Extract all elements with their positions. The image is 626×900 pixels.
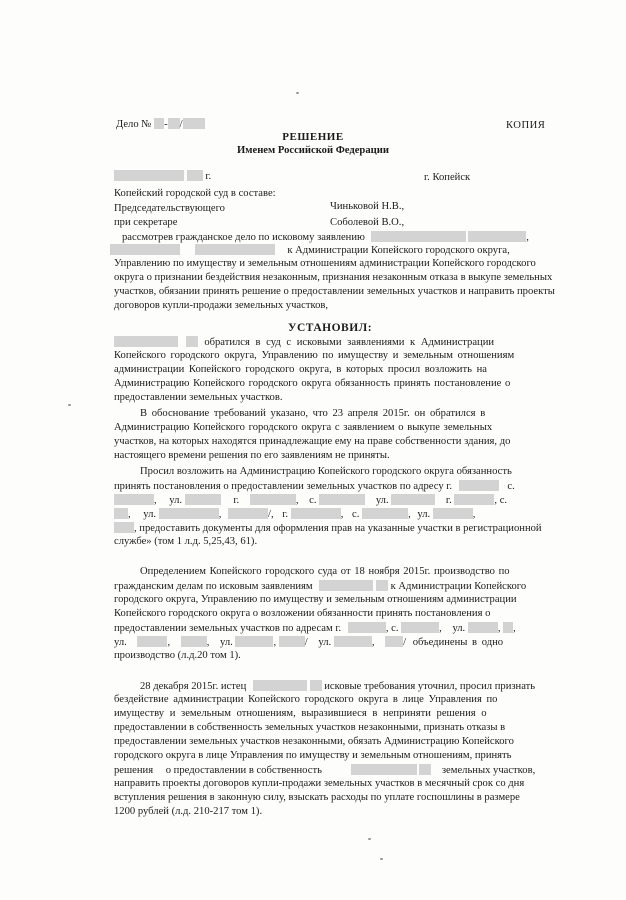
p2-line: Администрацию Копейского городского округа с заявлением о выкупе земельных [114, 422, 493, 433]
p1-line: администрации Копейского городского округа, в которых просил возложить на [114, 364, 487, 375]
p1-line: Копейского городского округа, Управлению по имуществу и земельным отношениям [114, 350, 515, 361]
redaction [401, 622, 439, 633]
scan-speck [296, 92, 299, 94]
p4-line: Определением Копейского городского суда от 18 ноября 2015г. производство по [140, 566, 510, 577]
intro-line: к Администрации Копейского городского округа, [110, 244, 510, 256]
intro-line: договоров купли-продажи земельных участков, [114, 300, 329, 311]
redaction [348, 622, 386, 633]
redaction [114, 336, 178, 347]
intro-line: округа о признании бездействия незаконным, признания незаконным отказа в выкупе земельных [114, 272, 553, 283]
case-considered: рассмотрев гражданское дело по исковому заявлению , [122, 232, 529, 243]
redaction [334, 636, 372, 647]
redaction [376, 580, 388, 591]
scan-speck [368, 838, 371, 840]
p5-line: предоставлении земельных участков незаконными, обязать Администрацию Копейского [114, 736, 514, 747]
redaction [279, 636, 305, 647]
p5-line: решения о предоставлении в собственность земельных участков, [114, 765, 536, 776]
secretary-name: Соболевой В.О., [330, 217, 405, 228]
redaction [235, 636, 273, 647]
p3-line: , ул. , /, г. , с. , ул. , [114, 508, 475, 520]
redaction [114, 494, 154, 505]
redaction [186, 336, 198, 347]
chair-name: Чиньковой Н.В., [330, 201, 405, 212]
p1-line: обратился в суд с исковыми заявлениями к Администрации [114, 336, 494, 348]
established-heading: УСТАНОВИЛ: [288, 322, 373, 334]
p4-line: предоставлении земельных участков по адресам г. , с. , ул. , , [114, 623, 516, 634]
decision-city: г. Копейск [424, 172, 471, 183]
p4-line: Копейского городского округа о возложении обязанности принять постановления о [114, 608, 491, 619]
p4-line: гражданским делам по исковым заявлениям к Администрации Копейского [114, 581, 527, 592]
p4-line: производство (л.д.20 том 1). [114, 650, 241, 661]
redaction [503, 622, 513, 633]
redaction [454, 494, 494, 505]
p1-line: предоставлении земельных участков. [114, 392, 283, 403]
p3-line: , предоставить документы для оформления прав на указанные участки в регистрационной [114, 522, 542, 534]
p2-line: настоящего времени решения по его заявлениям не приняты. [114, 450, 390, 461]
intro-line: участков, обязании принять решение о предоставлении земельных участков и направить проекты [114, 286, 555, 297]
redaction [114, 522, 134, 533]
redaction [187, 170, 203, 181]
p1-line: Администрацию Копейского городского округа обязанность принять постановление о [114, 378, 511, 389]
redaction [154, 118, 164, 129]
scan-speck [68, 404, 71, 406]
p5-line: 28 декабря 2015г. истец исковые требования уточнил, просил признать [140, 681, 536, 692]
redaction [468, 231, 526, 242]
redaction [137, 636, 167, 647]
p5-line: 1200 рублей (л.д. 210-217 том 1). [114, 806, 263, 817]
p2-line: В обоснование требований указано, что 23 апреля 2015г. он обратился в [140, 408, 486, 419]
redaction [110, 244, 180, 255]
p3-line: принять постановления о предоставлении земельных участков по адресу г. с. [114, 481, 515, 492]
redaction [319, 580, 373, 591]
case-number: Дело № - / [116, 118, 205, 130]
redaction [310, 680, 322, 691]
redaction [185, 494, 221, 505]
redaction [114, 508, 128, 519]
p3-line: , ул. г. , с. ул. г. , с. [114, 494, 507, 506]
redaction [250, 494, 296, 505]
redaction [362, 508, 408, 519]
redaction [319, 494, 365, 505]
p5-line: бездействие администрации Копейского городского округа в лице Управления по [114, 694, 498, 705]
redaction [114, 170, 184, 181]
redaction [183, 118, 205, 129]
court-composition: Копейский городской суд в составе: [114, 188, 276, 199]
redaction [351, 764, 417, 775]
redaction [168, 118, 180, 129]
p5-line: направить проекты договоров купли-продажи земельных участков в месячный срок со дня [114, 778, 525, 789]
p2-line: участков, на которых находятся принадлежащие ему на праве собственности здания, до [114, 436, 511, 447]
scan-speck [380, 858, 383, 860]
redaction [291, 508, 341, 519]
redaction [391, 494, 435, 505]
p3-line: службе» (том 1 л.д. 5,25,43, 61). [114, 536, 258, 547]
decision-date: г. [114, 170, 211, 182]
chair-label: Председательствующего [114, 203, 225, 214]
p5-line: предоставлении в собственность земельных участков незаконными, признать отказы в [114, 722, 506, 733]
redaction [181, 636, 207, 647]
redaction [228, 508, 268, 519]
redaction [159, 508, 219, 519]
redaction [468, 622, 498, 633]
p4-line: ул. , , ул. , / ул. , / объединены в одно [114, 637, 504, 648]
redaction [371, 231, 466, 242]
p4-line: городского округа, Управлению по имуществу и земельным отношениям администрации [114, 594, 517, 605]
document-title: РЕШЕНИЕ [282, 131, 344, 143]
redaction [195, 244, 275, 255]
intro-line: Управлению по имуществу и земельным отношениям администрации Копейского городского [114, 258, 536, 269]
redaction [433, 508, 473, 519]
p5-line: вступления решения в законную силу, взыскать расходы по уплате госпошлины в размере [114, 792, 520, 803]
redaction [459, 480, 499, 491]
redaction [385, 636, 403, 647]
p5-line: городского округа в лице Управления по имуществу и земельным отношениям, принять [114, 750, 512, 761]
p3-line: Просил возложить на Администрацию Копейского городского округа обязанность [140, 466, 512, 477]
p5-line: имуществу и земельным отношениям, выразившиеся в неприняти решения о [114, 708, 487, 719]
secretary-label: при секретаре [114, 217, 178, 228]
redaction [253, 680, 307, 691]
redaction [419, 764, 431, 775]
copy-mark: КОПИЯ [506, 120, 546, 131]
document-subtitle: Именем Российской Федерации [237, 145, 389, 156]
